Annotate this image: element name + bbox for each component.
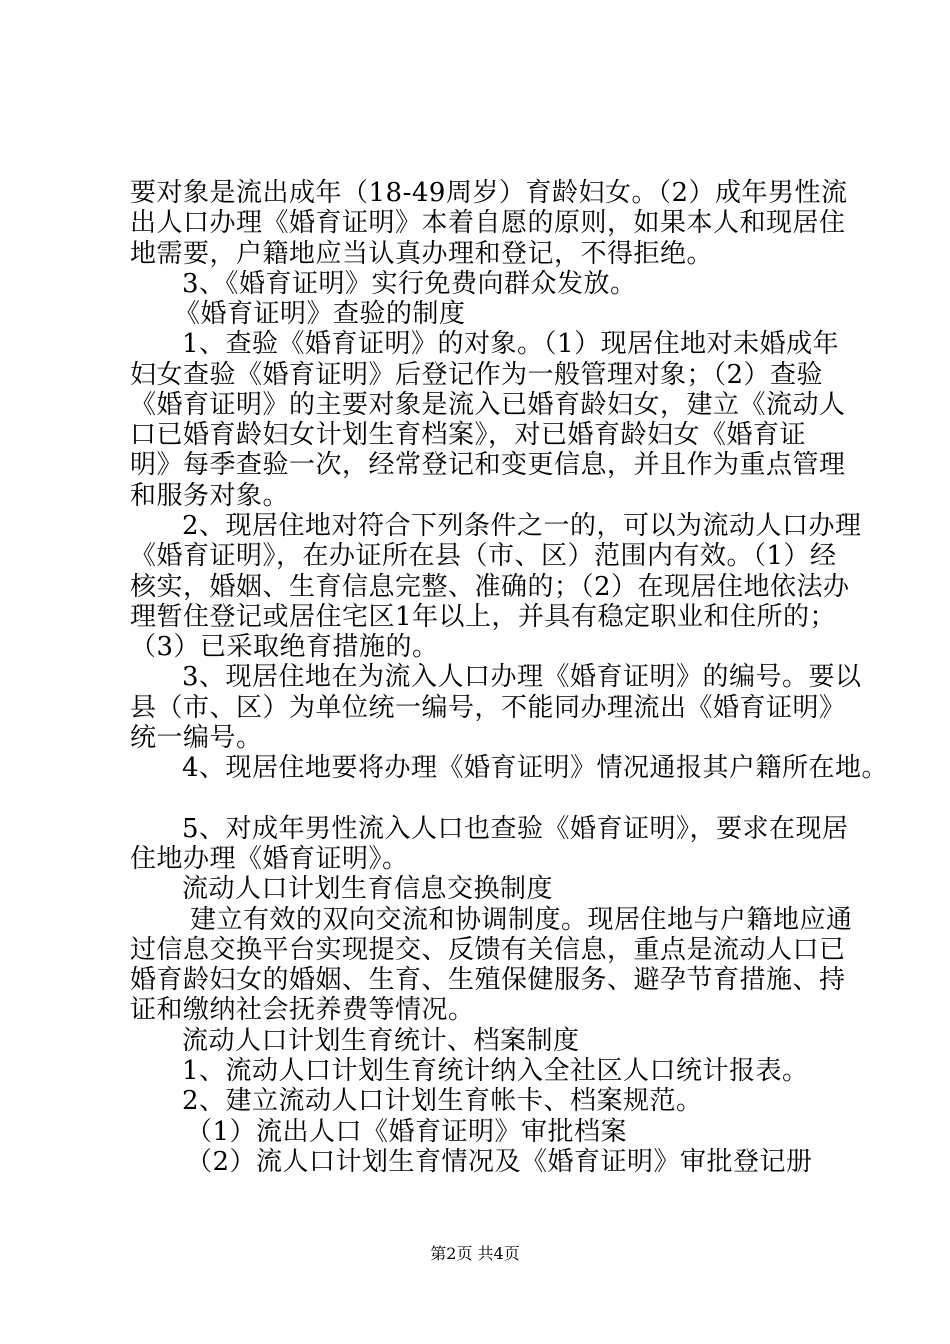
page-footer: 第2页 共4页 [430,1244,520,1263]
text-line: 要对象是流出成年（18-49周岁）育龄妇女。（2）成年男性流 [130,178,848,208]
text-line: 出人口办理《婚育证明》本着自愿的原则，如果本人和现居住 [130,208,846,238]
text-line: 3、《婚育证明》实行免费向群众发放。 [182,269,637,299]
text-line: 核实，婚姻、生育信息完整、准确的；（2）在现居住地依法办 [130,572,850,602]
text-line: 3、现居住地在为流入人口办理《婚育证明》的编号。要以 [182,662,862,692]
text-line: 《婚育证明》，在办证所在县（市、区）范围内有效。（1）经 [130,541,837,571]
text-line: 5、对成年男性流入人口也查验《婚育证明》，要求在现居 [182,814,849,844]
text-line: 婚育龄妇女的婚姻、生育、生殖保健服务、避孕节育措施、持 [130,965,846,995]
text-line: 《婚育证明》的主要对象是流入已婚育龄妇女，建立《流动人 [130,390,846,420]
text-line: 县（市、区）为单位统一编号，不能同办理流出《婚育证明》 [130,693,846,723]
text-line: 1、流动人口计划生育统计纳入全社区人口统计报表。 [182,1056,809,1086]
section-heading: 流动人口计划生育统计、档案制度 [182,1026,580,1056]
text-line: 理暂住登记或居住宅区1年以上，并具有稳定职业和住所的； [130,602,837,632]
text-line: 过信息交换平台实现提交、反馈有关信息，重点是流动人口已 [130,935,846,965]
text-line: 证和缴纳社会抚养费等情况。 [130,995,475,1025]
text-line: 2、现居住地对符合下列条件之一的，可以为流动人口办理 [182,511,862,541]
text-line: 统一编号。 [130,723,263,753]
text-line: 1、查验《婚育证明》的对象。（1）现居住地对未婚成年 [182,329,840,359]
text-line: 妇女查验《婚育证明》后登记作为一般管理对象；（2）查验 [130,360,824,390]
text-line: 2、建立流动人口计划生育帐卡、档案规范。 [182,1086,703,1116]
section-heading: 《婚育证明》查验的制度 [174,299,466,329]
text-line: 4、现居住地要将办理《婚育证明》情况通报其户籍所在地。 [182,753,889,783]
text-line: 地需要，户籍地应当认真办理和登记，不得拒绝。 [130,239,714,269]
text-line: 口已婚育龄妇女计划生育档案》，对已婚育龄妇女《婚育证 [130,420,807,450]
text-line: （2）流人口计划生育情况及《婚育证明》审批登记册 [186,1147,813,1177]
text-line: 明》每季查验一次，经常登记和变更信息，并且作为重点管理 [130,450,846,480]
text-line: 和服务对象。 [130,481,290,511]
section-heading: 流动人口计划生育信息交换制度 [182,874,554,904]
text-line: 住地办理《婚育证明》。 [130,844,409,874]
text-line: （3）已采取绝育措施的。 [130,632,439,662]
text-line: （1）流出人口《婚育证明》审批档案 [186,1117,628,1147]
text-line: 建立有效的双向交流和协调制度。现居住地与户籍地应通 [190,905,853,935]
